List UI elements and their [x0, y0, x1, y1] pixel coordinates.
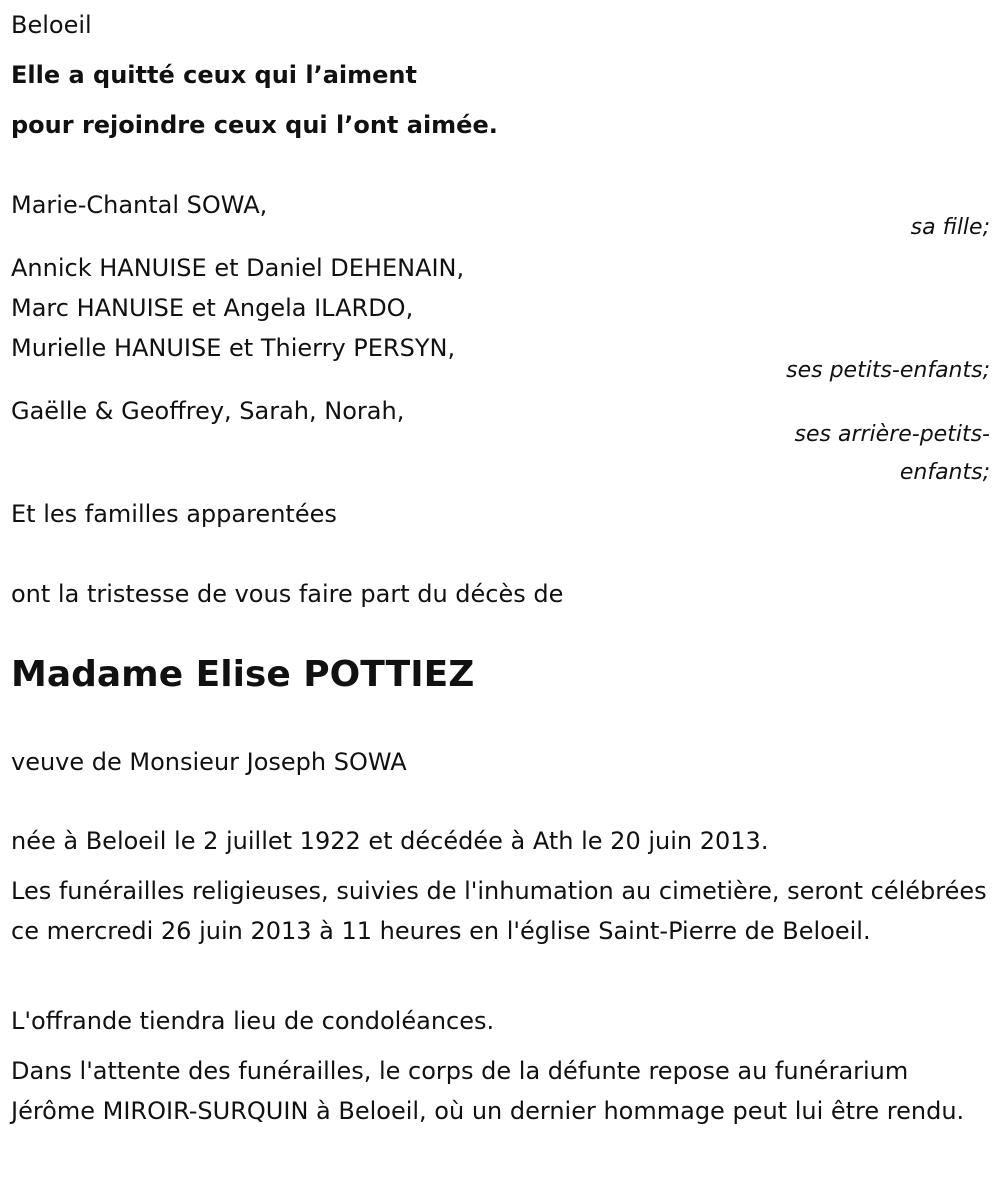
relation-daughter: sa fille;: [910, 215, 990, 240]
family-grandchild-1: Annick HANUISE et Daniel DEHENAIN,: [11, 254, 465, 282]
verse-line-2: pour rejoindre ceux qui l’ont aimée.: [11, 111, 498, 139]
funeral-details: Les funérailles religieuses, suivies de l'inhumation au cimetière, seront célébrées ce mercredi 26 juin 2013 à 11 heures en l'église Saint-Pierre de Beloeil.: [11, 877, 987, 945]
birth-death-line: née à Beloeil le 2 juillet 1922 et décédée à Ath le 20 juin 2013.: [11, 827, 769, 855]
relation-grandchildren: ses petits-enfants;: [786, 358, 990, 383]
family-daughter-name: Marie-Chantal SOWA,: [11, 191, 268, 219]
deceased-name: Madame Elise POTTIEZ: [11, 654, 475, 695]
viewing-details: Dans l'attente des funérailles, le corps de la défunte repose au funérarium Jérôme MIROIR-SURQUIN à Beloeil, où un dernier hommage peut lui être rendu.: [11, 1057, 965, 1125]
relation-great-grandchildren-line-1: ses arrière-petits-: [794, 422, 990, 447]
spouse-line: veuve de Monsieur Joseph SOWA: [11, 748, 407, 776]
offering-note: L'offrande tiendra lieu de condoléances.: [11, 1007, 495, 1035]
family-great-grandchildren: Gaëlle & Geoffrey, Sarah, Norah,: [11, 397, 405, 425]
relation-great-grandchildren-line-2: enfants;: [899, 460, 990, 485]
family-grandchild-2: Marc HANUISE et Angela ILARDO,: [11, 294, 414, 322]
extended-family: Et les familles apparentées: [11, 500, 337, 528]
verse-line-1: Elle a quitté ceux qui l’aiment: [11, 61, 417, 89]
family-grandchild-3: Murielle HANUISE et Thierry PERSYN,: [11, 334, 456, 362]
announcement-text: ont la tristesse de vous faire part du décès de: [11, 580, 564, 608]
place-name: Beloeil: [11, 11, 92, 39]
